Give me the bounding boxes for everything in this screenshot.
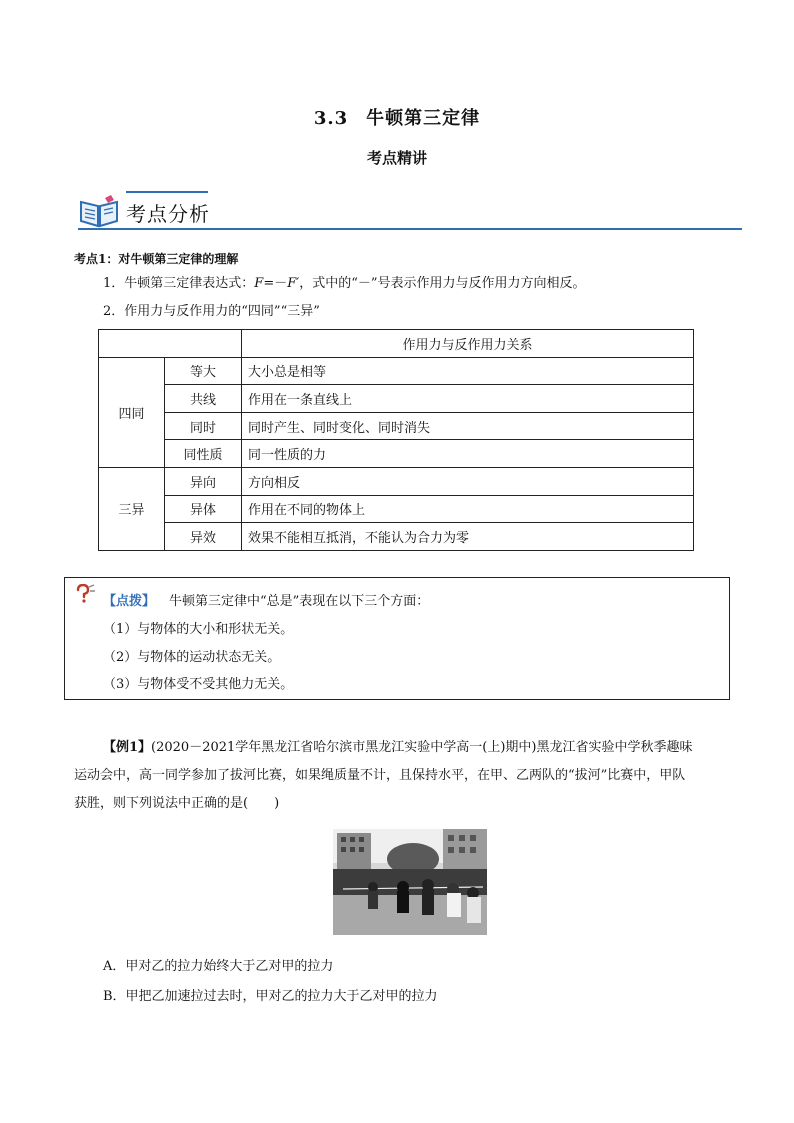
section-header-label: 考点分析 bbox=[126, 202, 210, 226]
page-subtitle: 考点精讲 bbox=[366, 149, 427, 167]
table-row bbox=[99, 467, 694, 495]
example-line-1: 【例1】(2020－2021学年黑龙江省哈尔滨市黑龙江实验中学高一(上)期中)黑龙江省实验中学秋季趣味 bbox=[103, 740, 693, 755]
row-value: 作用在一条直线上 bbox=[242, 385, 694, 413]
tip-tag: 【点拨】 bbox=[103, 594, 156, 609]
table-row bbox=[99, 495, 694, 523]
header-bottom-line bbox=[78, 228, 742, 230]
table-corner-cell bbox=[99, 330, 242, 358]
example-line-2: 运动会中，高一同学参加了拔河比赛，如果绳质量不计，且保持水平，在甲、乙两队的“拔河”比赛中，甲队 bbox=[74, 768, 686, 783]
formula-f: F bbox=[254, 276, 264, 291]
section-header bbox=[78, 188, 742, 232]
row-key: 异向 bbox=[165, 467, 242, 495]
table-row bbox=[99, 440, 694, 468]
law-expression: 1．牛顿第三定律表达式：F=－F′，式中的“－”号表示作用力与反作用力方向相反。 bbox=[103, 276, 586, 291]
section-title: 牛顿第三定律 bbox=[366, 108, 481, 129]
row-key: 共线 bbox=[165, 385, 242, 413]
tip-item: （2）与物体的运动状态无关。 bbox=[103, 650, 281, 665]
page-title bbox=[0, 104, 794, 130]
tip-box bbox=[64, 577, 730, 700]
example-tag: 【例1】 bbox=[103, 740, 152, 755]
table-header: 作用力与反作用力关系 bbox=[242, 330, 694, 358]
tip-intro: 牛顿第三定律中“总是”表现在以下三个方面： bbox=[169, 594, 430, 609]
open-book-icon bbox=[78, 194, 120, 228]
table-row bbox=[99, 357, 694, 385]
table-row bbox=[99, 523, 694, 551]
relation-intro: 2．作用力与反作用力的“四同”“三异” bbox=[103, 304, 320, 319]
formula-f-prime: F′ bbox=[287, 276, 300, 291]
tug-of-war-photo bbox=[333, 829, 487, 935]
section-number: 3.3 bbox=[313, 108, 349, 129]
tip-question-icon bbox=[74, 584, 96, 604]
tip-item: （1）与物体的大小和形状无关。 bbox=[103, 622, 294, 637]
row-key: 等大 bbox=[165, 357, 242, 385]
row-value: 同一性质的力 bbox=[242, 440, 694, 468]
row-value: 效果不能相互抵消，不能认为合力为零 bbox=[242, 523, 694, 551]
row-key: 同性质 bbox=[165, 440, 242, 468]
row-key: 同时 bbox=[165, 412, 242, 440]
row-value: 方向相反 bbox=[242, 467, 694, 495]
tip-item: （3）与物体受不受其他力无关。 bbox=[103, 677, 294, 692]
row-key: 异效 bbox=[165, 523, 242, 551]
table-row bbox=[99, 330, 694, 358]
relation-table bbox=[98, 329, 694, 551]
group-three-diff: 三异 bbox=[99, 467, 165, 550]
point-title: 考点1：对牛顿第三定律的理解 bbox=[74, 252, 239, 266]
table-row bbox=[99, 412, 694, 440]
table-row bbox=[99, 385, 694, 413]
row-key: 异体 bbox=[165, 495, 242, 523]
row-value: 作用在不同的物体上 bbox=[242, 495, 694, 523]
row-value: 同时产生、同时变化、同时消失 bbox=[242, 412, 694, 440]
example-line-3: 获胜，则下列说法中正确的是( ) bbox=[74, 796, 280, 811]
header-top-line bbox=[126, 191, 208, 193]
option-a: A．甲对乙的拉力始终大于乙对甲的拉力 bbox=[103, 959, 334, 974]
group-four-same: 四同 bbox=[99, 357, 165, 467]
tip-heading bbox=[103, 590, 429, 609]
option-b: B．甲把乙加速拉过去时，甲对乙的拉力大于乙对甲的拉力 bbox=[103, 989, 438, 1004]
row-value: 大小总是相等 bbox=[242, 357, 694, 385]
